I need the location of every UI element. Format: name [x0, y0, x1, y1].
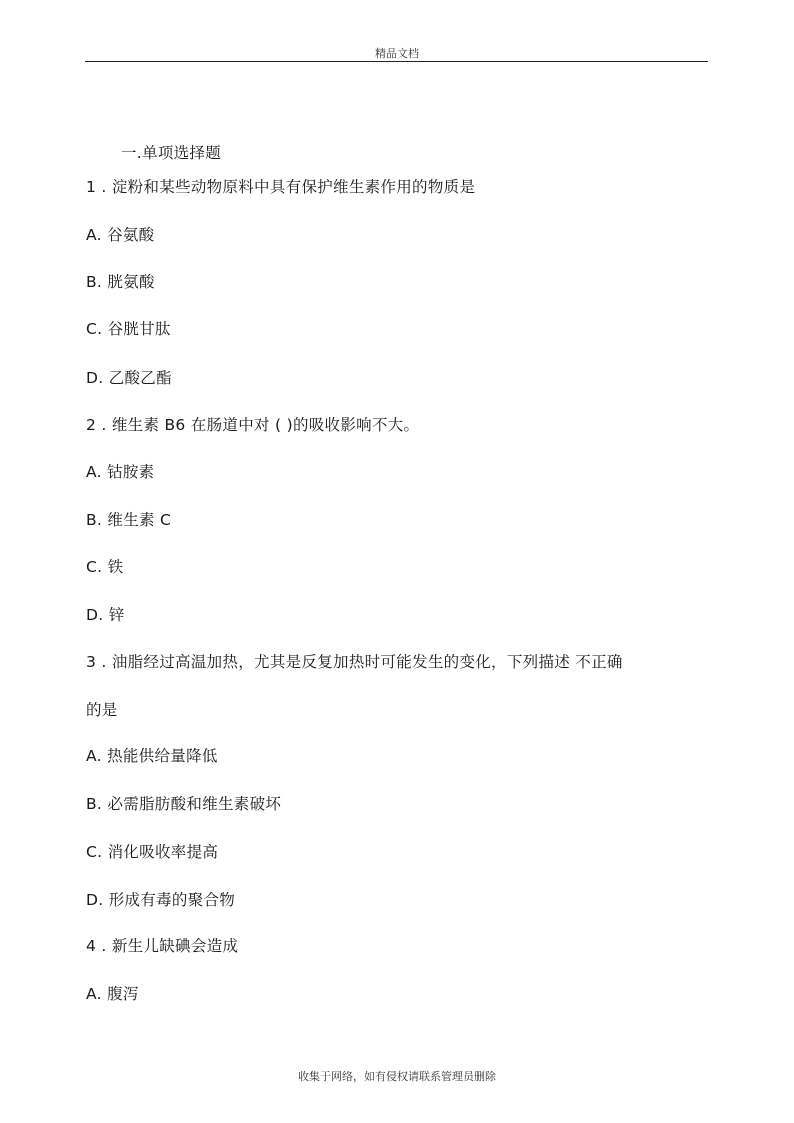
header-divider — [85, 61, 708, 62]
option-2c: C. 铁 — [86, 558, 124, 576]
question-4: 4 . 新生儿缺碘会造成 — [86, 937, 239, 955]
option-3d: D. 形成有毒的聚合物 — [86, 891, 236, 909]
option-1d: D. 乙酸乙酯 — [86, 369, 172, 387]
option-1c: C. 谷胱甘肽 — [86, 320, 171, 338]
option-2a: A. 钴胺素 — [86, 463, 155, 481]
option-1a: A. 谷氨酸 — [86, 226, 155, 244]
question-3-continued: 的是 — [86, 701, 118, 719]
question-1: 1 . 淀粉和某些动物原料中具有保护维生素作用的物质是 — [86, 178, 476, 196]
option-3b: B. 必需脂肪酸和维生素破坏 — [86, 795, 282, 813]
option-2b: B. 维生素 C — [86, 511, 172, 529]
page-header: 精品文档 — [375, 47, 419, 60]
option-1b: B. 胱氨酸 — [86, 273, 155, 291]
option-3a: A. 热能供给量降低 — [86, 747, 218, 765]
option-2d: D. 锌 — [86, 606, 125, 624]
option-3c: C. 消化吸收率提高 — [86, 843, 219, 861]
option-4a: A. 腹泻 — [86, 985, 139, 1003]
question-3: 3 . 油脂经过高温加热，尤其是反复加热时可能发生的变化，下列描述 不正确 — [86, 653, 623, 671]
section-title: 一.单项选择题 — [121, 144, 222, 162]
page-footer: 收集于网络，如有侵权请联系管理员删除 — [298, 1070, 496, 1083]
question-2: 2 . 维生素 B6 在肠道中对 ( )的吸收影响不大。 — [86, 416, 420, 434]
